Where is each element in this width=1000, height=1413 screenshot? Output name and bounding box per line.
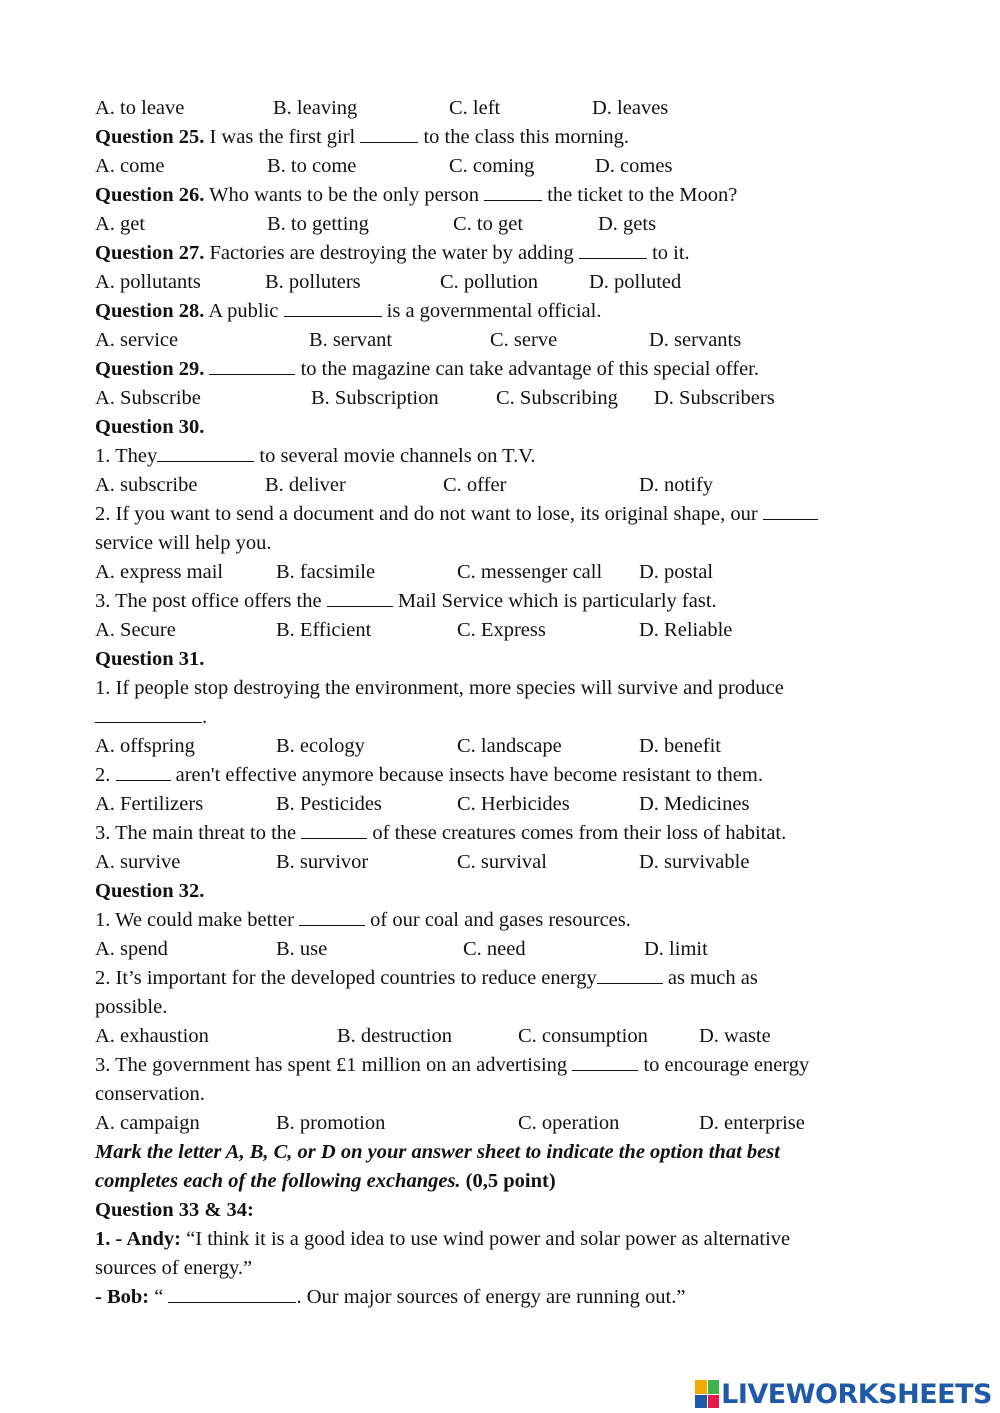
q30-sentence-3 bbox=[95, 587, 717, 616]
question-28 bbox=[95, 297, 601, 326]
option-d[interactable]: D. limit bbox=[644, 938, 708, 960]
q32-sentence-1 bbox=[95, 906, 631, 935]
question-text: 3. The government has spent £1 million on an advertising bbox=[95, 1054, 573, 1076]
question-30-label: Question 30. bbox=[95, 416, 205, 438]
q31-sentence-1-cont bbox=[95, 703, 207, 732]
answer-blank[interactable] bbox=[763, 501, 818, 520]
option-d[interactable]: D. enterprise bbox=[699, 1112, 805, 1134]
answer-blank[interactable] bbox=[116, 762, 171, 781]
answer-blank[interactable] bbox=[157, 443, 254, 462]
option-c[interactable]: C. left bbox=[449, 97, 501, 119]
question-text: to the magazine can take advantage of this special offer. bbox=[295, 358, 760, 380]
question-text: 1. They bbox=[95, 445, 158, 467]
option-b[interactable]: B. use bbox=[276, 938, 328, 960]
option-c[interactable]: C. operation bbox=[518, 1112, 620, 1134]
option-a[interactable]: A. pollutants bbox=[95, 271, 201, 293]
answer-blank[interactable] bbox=[95, 704, 202, 723]
question-text: A public bbox=[204, 300, 284, 322]
option-a[interactable]: A. Subscribe bbox=[95, 387, 201, 409]
option-c[interactable]: C. consumption bbox=[518, 1025, 648, 1047]
option-a[interactable]: A. get bbox=[95, 213, 146, 235]
option-a[interactable]: A. come bbox=[95, 155, 165, 177]
question-text: is a governmental official. bbox=[381, 300, 602, 322]
instruction-line-1: Mark the letter A, B, C, or D on your answer sheet to indicate the option that best bbox=[95, 1141, 780, 1163]
instruction-line-2 bbox=[95, 1167, 556, 1196]
question-label: Question 28. bbox=[95, 300, 205, 322]
option-c[interactable]: C. messenger call bbox=[457, 561, 603, 583]
question-text: to the class this morning. bbox=[418, 126, 630, 148]
option-d[interactable]: D. polluted bbox=[589, 271, 682, 293]
q30-sentence-2 bbox=[95, 500, 818, 529]
answer-blank[interactable] bbox=[484, 182, 542, 201]
question-text: as much as bbox=[662, 967, 758, 989]
q31-sentence-3 bbox=[95, 819, 786, 848]
option-d[interactable]: D. comes bbox=[595, 155, 673, 177]
answer-blank[interactable] bbox=[209, 356, 295, 375]
question-text: aren't effective anymore because insects have become resistant to them. bbox=[170, 764, 763, 786]
option-a[interactable]: A. to leave bbox=[95, 97, 185, 119]
option-d[interactable]: D. benefit bbox=[639, 735, 721, 757]
q32-sentence-2 bbox=[95, 964, 758, 993]
option-b[interactable]: B. deliver bbox=[265, 474, 346, 496]
option-c[interactable]: C. Subscribing bbox=[496, 387, 618, 409]
option-b[interactable]: B. facsimile bbox=[276, 561, 376, 583]
option-b[interactable]: B. Efficient bbox=[276, 619, 372, 641]
option-c[interactable]: C. Herbicides bbox=[457, 793, 570, 815]
question-text: to it. bbox=[646, 242, 690, 264]
question-label: Question 27. bbox=[95, 242, 205, 264]
option-b[interactable]: B. to come bbox=[267, 155, 357, 177]
dialogue-text: “I think it is a good idea to use wind power and solar power as alternative bbox=[181, 1228, 791, 1250]
option-b[interactable]: B. Subscription bbox=[311, 387, 439, 409]
question-text: 1. We could make better bbox=[95, 909, 300, 931]
question-25 bbox=[95, 123, 629, 152]
option-a[interactable]: A. express mail bbox=[95, 561, 224, 583]
question-text: of our coal and gases resources. bbox=[365, 909, 631, 931]
logo-icon bbox=[695, 1380, 719, 1408]
question-text: Who wants to be the only person bbox=[204, 184, 485, 206]
option-a[interactable]: A. exhaustion bbox=[95, 1025, 209, 1047]
q32-sentence-2-cont: possible. bbox=[95, 996, 168, 1018]
speaker-label: - Bob: bbox=[95, 1286, 150, 1308]
question-31-label: Question 31. bbox=[95, 648, 205, 670]
option-a[interactable]: A. campaign bbox=[95, 1112, 200, 1134]
option-c[interactable]: C. Express bbox=[457, 619, 546, 641]
option-a[interactable]: A. Secure bbox=[95, 619, 176, 641]
points-label: (0,5 point) bbox=[460, 1170, 556, 1192]
option-c[interactable]: C. need bbox=[463, 938, 526, 960]
option-b[interactable]: B. servant bbox=[309, 329, 393, 351]
option-d[interactable]: D. survivable bbox=[639, 851, 750, 873]
option-b[interactable]: B. survivor bbox=[276, 851, 369, 873]
option-d[interactable]: D. leaves bbox=[592, 97, 669, 119]
option-a[interactable]: A. spend bbox=[95, 938, 168, 960]
question-text: to several movie channels on T.V. bbox=[254, 445, 536, 467]
answer-blank[interactable] bbox=[301, 820, 367, 839]
answer-blank[interactable] bbox=[360, 124, 418, 143]
option-b[interactable]: B. leaving bbox=[273, 97, 358, 119]
dialogue-text: . Our major sources of energy are running out.” bbox=[296, 1286, 686, 1308]
q32-sentence-3 bbox=[95, 1051, 809, 1080]
answer-blank[interactable] bbox=[572, 1052, 638, 1071]
option-c[interactable]: C. offer bbox=[443, 474, 507, 496]
answer-blank[interactable] bbox=[579, 240, 647, 259]
question-text: 3. The post office offers the bbox=[95, 590, 327, 612]
answer-blank[interactable] bbox=[168, 1284, 296, 1303]
option-a[interactable]: A. survive bbox=[95, 851, 181, 873]
question-text: Factories are destroying the water by adding bbox=[204, 242, 579, 264]
answer-blank[interactable] bbox=[299, 907, 365, 926]
option-a[interactable]: A. subscribe bbox=[95, 474, 198, 496]
option-b[interactable]: B. promotion bbox=[276, 1112, 386, 1134]
q31-sentence-1: 1. If people stop destroying the environment, more species will survive and produce bbox=[95, 677, 784, 699]
question-26 bbox=[95, 181, 737, 210]
option-b[interactable]: B. Pesticides bbox=[276, 793, 382, 815]
option-d[interactable]: D. Reliable bbox=[639, 619, 733, 641]
option-c[interactable]: C. landscape bbox=[457, 735, 562, 757]
question-text: the ticket to the Moon? bbox=[542, 184, 738, 206]
option-d[interactable]: D. Medicines bbox=[639, 793, 750, 815]
q32-sentence-3-cont: conservation. bbox=[95, 1083, 205, 1105]
question-text: 2. bbox=[95, 764, 116, 786]
answer-blank[interactable] bbox=[284, 298, 382, 317]
option-c[interactable]: C. to get bbox=[453, 213, 524, 235]
option-c[interactable]: C. pollution bbox=[440, 271, 538, 293]
option-b[interactable]: B. destruction bbox=[337, 1025, 453, 1047]
instruction-text: completes each of the following exchanges. bbox=[95, 1170, 461, 1192]
bob-line bbox=[95, 1283, 685, 1312]
logo-text: LIVEWORKSHEETS bbox=[721, 1378, 992, 1410]
option-a[interactable]: A. Fertilizers bbox=[95, 793, 204, 815]
option-d[interactable]: D. Subscribers bbox=[654, 387, 775, 409]
option-a[interactable]: A. service bbox=[95, 329, 179, 351]
question-label: Question 25. bbox=[95, 126, 205, 148]
dialogue-text: “ bbox=[149, 1286, 169, 1308]
question-text: 2. If you want to send a document and do not want to lose, its original shape, our bbox=[95, 503, 763, 525]
q30-sentence-1 bbox=[95, 442, 536, 471]
option-c[interactable]: C. coming bbox=[449, 155, 535, 177]
option-b[interactable]: B. polluters bbox=[265, 271, 361, 293]
answer-blank[interactable] bbox=[597, 965, 663, 984]
option-d[interactable]: D. waste bbox=[699, 1025, 771, 1047]
andy-line bbox=[95, 1225, 790, 1254]
question-text: Mail Service which is particularly fast. bbox=[392, 590, 717, 612]
option-b[interactable]: B. ecology bbox=[276, 735, 365, 757]
question-label: Question 26. bbox=[95, 184, 205, 206]
question-33-34-label: Question 33 & 34: bbox=[95, 1199, 254, 1221]
q31-sentence-2 bbox=[95, 761, 763, 790]
option-c[interactable]: C. serve bbox=[490, 329, 558, 351]
question-text: 3. The main threat to the bbox=[95, 822, 302, 844]
q30-sentence-2-cont: service will help you. bbox=[95, 532, 272, 554]
question-text: of these creatures comes from their loss of habitat. bbox=[367, 822, 787, 844]
option-a[interactable]: A. offspring bbox=[95, 735, 195, 757]
option-d[interactable]: D. postal bbox=[639, 561, 714, 583]
andy-line-cont: sources of energy.” bbox=[95, 1257, 253, 1279]
question-27 bbox=[95, 239, 690, 268]
question-label: Question 29. bbox=[95, 358, 205, 380]
question-text: to encourage energy bbox=[638, 1054, 810, 1076]
option-c[interactable]: C. survival bbox=[457, 851, 547, 873]
option-d[interactable]: D. gets bbox=[598, 213, 657, 235]
liveworksheets-logo[interactable] bbox=[695, 1377, 992, 1411]
question-29 bbox=[95, 355, 759, 384]
question-32-label: Question 32. bbox=[95, 880, 205, 902]
answer-blank[interactable] bbox=[327, 588, 393, 607]
speaker-label: 1. - Andy: bbox=[95, 1228, 182, 1250]
option-d[interactable]: D. servants bbox=[649, 329, 742, 351]
question-text: I was the first girl bbox=[204, 126, 361, 148]
question-text: 2. It’s important for the developed countries to reduce energy bbox=[95, 967, 597, 989]
option-b[interactable]: B. to getting bbox=[267, 213, 369, 235]
question-text: . bbox=[202, 706, 208, 728]
option-d[interactable]: D. notify bbox=[639, 474, 714, 496]
